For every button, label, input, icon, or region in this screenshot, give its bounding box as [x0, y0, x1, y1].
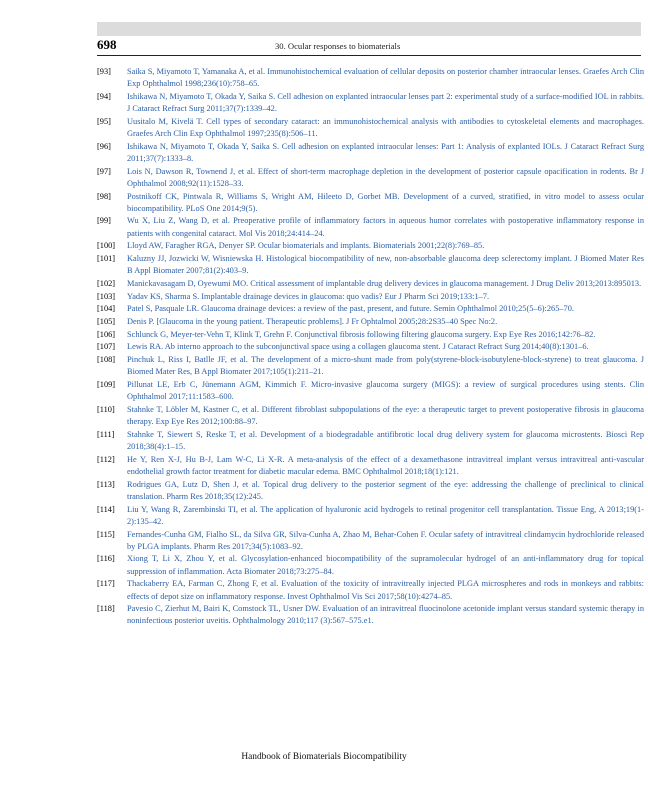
reference-number: [111]	[97, 429, 115, 439]
reference-link[interactable]: Wu X, Liu Z, Wang D, et al. Preoperative profile of inflammatory factors in aqueous humor correlates with postoperative inflammatory response in patients with congenital cataract. Mol Vis 2018;24:414–24.	[127, 216, 644, 238]
reference-link[interactable]: Postnikoff CK, Pintwala R, Williams S, Wright AM, Hileeto D, Gorbet MB. Development of a curved, stratified, in vitro model to assess ocular biocompatibility. PLoS One 2014;9(5).	[127, 191, 644, 213]
reference-number: [106]	[97, 329, 116, 339]
reference-link[interactable]: Schlunck G, Meyer-ter-Vehn T, Klink T, Grehn F. Conjunctival fibrosis following filtering glaucoma surgery. Exp Eye Res 2016;142:76–82.	[127, 329, 596, 339]
reference-number: [113]	[97, 479, 115, 489]
reference-number: [108]	[97, 355, 116, 365]
reference-number: [114]	[97, 504, 115, 514]
reference-number: [112]	[97, 454, 115, 464]
reference-item	[97, 429, 644, 453]
reference-link[interactable]: Pinchuk L, Riss I, Batlle JF, et al. The development of a micro-shunt made from poly(styrene-block-isobutylene-block-styrene) to treat glaucoma. J Biomed Mater Res, B Appl Biomater 2017;105(1):211–21.	[127, 355, 644, 377]
reference-list	[97, 66, 644, 628]
reference-item	[97, 529, 644, 553]
reference-item	[97, 66, 644, 90]
reference-link[interactable]: Thackaberry EA, Farman C, Zhong F, et al. Evaluation of the toxicity of intravitreally injected PLGA microspheres and rods in monkeys and rabbits: effects of depot size on inflammatory response. Invest Ophthalmol Vis Sci 2017;58(10):4274–85.	[127, 579, 644, 601]
reference-number: [98]	[97, 191, 111, 201]
reference-link[interactable]: Saika S, Miyamoto T, Yamanaka A, et al. Immunohistochemical evaluation of cellular deposits on posterior chamber intraocular lenses. Graefes Arch Clin Exp Ophthalmol 1998;236(10):758–65.	[127, 67, 644, 89]
reference-number: [94]	[97, 91, 111, 101]
reference-item	[97, 166, 644, 190]
reference-link[interactable]: Yadav KS, Sharma S. Implantable drainage devices in glaucoma: quo vadis? Eur J Pharm Sci 2019;133:1–7.	[127, 291, 490, 301]
reference-item	[97, 253, 644, 277]
reference-item	[97, 379, 644, 403]
reference-number: [101]	[97, 254, 116, 264]
reference-item	[97, 504, 644, 528]
page-number: 698	[97, 37, 117, 52]
reference-item	[97, 303, 644, 315]
header-bar	[97, 22, 641, 36]
reference-number: [117]	[97, 579, 115, 589]
reference-number: [110]	[97, 404, 115, 414]
reference-item	[97, 91, 644, 115]
reference-link[interactable]: Ishikawa N, Miyamoto T, Okada Y, Saika S. Cell adhesion on explanted intraocular lenses: Part 1: Analysis of explanted IOLs. J Cataract Refract Surg 2011;37(7):1333–8.	[127, 141, 644, 163]
reference-number: [116]	[97, 554, 115, 564]
reference-link[interactable]: Pavesio C, Zierhut M, Bairi K, Comstock TL, Usner DW. Evaluation of an intravitreal fluocinolone acetonide implant versus standard systemic therapy in noninfectious posterior uveitis. Ophthalmology 2010;117 (3):567–575.e1.	[127, 604, 644, 626]
reference-number: [115]	[97, 529, 115, 539]
reference-number: [96]	[97, 141, 111, 151]
reference-link[interactable]: Denis P. [Glaucoma in the young patient. Therapeutic problems]. J Fr Ophtalmol 2005;28:2S35–40 Spec No:2.	[127, 317, 498, 327]
reference-number: [109]	[97, 380, 116, 390]
reference-number: [104]	[97, 304, 116, 314]
reference-link[interactable]: Stahnke T, Siewert S, Reske T, et al. Development of a biodegradable antifibrotic local drug delivery system for glaucoma microstents. Biosci Rep 2018;38(4):1–15.	[127, 429, 644, 452]
reference-number: [93]	[97, 67, 111, 76]
reference-item	[97, 354, 644, 378]
reference-item	[97, 215, 644, 239]
reference-item	[97, 291, 644, 303]
reference-number: [97]	[97, 166, 111, 176]
header-rule	[97, 55, 641, 56]
reference-number: [107]	[97, 342, 116, 352]
reference-link[interactable]: Liu Y, Wang R, Zarembinski TI, et al. The application of hyaluronic acid hydrogels to retinal progenitor cell transplantation. Tissue Eng, A 2013;19(1-2):135–42.	[127, 504, 644, 526]
reference-link[interactable]: Fernandes-Cunha GM, Fialho SL, da Silva GR, Silva-Cunha A, Zhao M, Behar-Cohen F. Ocular safety of intravitreal clindamycin hydrochloride released by PLGA implants. Pharm Res 2017;34(5):1083–92.	[127, 529, 644, 551]
reference-link[interactable]: Pillunat LE, Erb C, Jünemann AGM, Kimmich F. Micro-invasive glaucoma surgery (MIGS): a review of surgical procedures using stents. Clin Ophthalmol 2017;11:1583–600.	[127, 380, 644, 402]
reference-link[interactable]: Rodrigues GA, Lutz D, Shen J, et al. Topical drug delivery to the posterior segment of the eye: addressing the challenge of preclinical to clinical translation. Pharm Res 2018;35(12):245.	[127, 479, 644, 501]
reference-item	[97, 454, 644, 478]
reference-item	[97, 141, 644, 165]
reference-link[interactable]: Stahnke T, Löbler M, Kastner C, et al. Different fibroblast subpopulations of the eye: a therapeutic target to prevent postoperative fibrosis in glaucoma therapy. Exp Eye Res 2012;100:88–97.	[127, 404, 644, 427]
reference-number: [103]	[97, 291, 116, 301]
reference-link[interactable]: Uusitalo M, Kivelä T. Cell types of secondary cataract: an immunohistochemical analysis with antibodies to cytoskeletal elements and macrophages. Graefes Arch Clin Exp Ophthalmol 1997;235(8):506–11.	[127, 116, 644, 139]
reference-item	[97, 578, 644, 602]
reference-link[interactable]: Manickavasagam D, Oyewumi MO. Critical assessment of implantable drug delivery devices in glaucoma management. J Drug Deliv 2013;2013:895013.	[127, 278, 642, 288]
reference-item	[97, 404, 644, 428]
running-title: 30. Ocular responses to biomaterials	[275, 41, 401, 51]
reference-item	[97, 191, 644, 215]
reference-item	[97, 278, 644, 290]
reference-number: [95]	[97, 116, 111, 126]
reference-link[interactable]: He Y, Ren X-J, Hu B-J, Lam W-C, Li X-R. A meta-analysis of the effect of a dexamethasone intravitreal implant versus intravitreal anti-vascular endothelial growth factor treatment for diabetic macular edema. BMC Ophthalmol 2018;18(1):121.	[127, 454, 644, 476]
reference-link[interactable]: Patel S, Pasquale LR. Glaucoma drainage devices: a review of the past, present, and future. Semin Ophthalmol 2010;25(5–6):265–70.	[127, 304, 574, 314]
reference-item	[97, 240, 644, 252]
reference-item	[97, 479, 644, 503]
reference-item	[97, 553, 644, 577]
reference-link[interactable]: Kaluzny JJ, Jozwicki W, Wisniewska H. Histological biocompatibility of new, non-absorbable glaucoma deep sclerectomy implant. J Biomed Mater Res B Appl Biomater 2007;81(2):403–9.	[127, 254, 644, 276]
footer-book-title: Handbook of Biomaterials Biocompatibility	[241, 752, 407, 762]
reference-link[interactable]: Lewis RA. Ab interno approach to the subconjunctival space using a collagen glaucoma stent. J Cataract Refract Surg 2014;40(8):1301–6.	[127, 342, 589, 352]
reference-number: [102]	[97, 278, 116, 288]
reference-link[interactable]: Lloyd AW, Faragher RGA, Denyer SP. Ocular biomaterials and implants. Biomaterials 2001;22(8):769–85.	[127, 241, 485, 251]
reference-number: [99]	[97, 216, 111, 226]
reference-link[interactable]: Lois N, Dawson R, Townend J, et al. Effect of short-term macrophage depletion in the development of posterior capsule opacification in rodents. Br J Ophthalmol 2008;92(11):1528–33.	[127, 166, 644, 188]
reference-item	[97, 603, 644, 627]
reference-link[interactable]: Xiong T, Li X, Zhou Y, et al. Glycosylation-enhanced biocompatibility of the supramolecular hydrogel of an anti-inflammatory drug for topical suppression of inflammation. Acta Biomater 2018;73:275–84.	[127, 554, 644, 576]
reference-item	[97, 341, 644, 353]
reference-item	[97, 116, 644, 140]
reference-number: [118]	[97, 604, 115, 614]
reference-item	[97, 329, 644, 341]
reference-link[interactable]: Ishikawa N, Miyamoto T, Okada Y, Saika S. Cell adhesion on explanted intraocular lenses part 2: experimental study of a surface-modified IOL in rabbits. J Cataract Refract Surg 2011;37(7):1339–42.	[127, 91, 644, 114]
reference-number: [100]	[97, 241, 116, 251]
reference-number: [105]	[97, 317, 116, 327]
reference-item	[97, 316, 644, 328]
